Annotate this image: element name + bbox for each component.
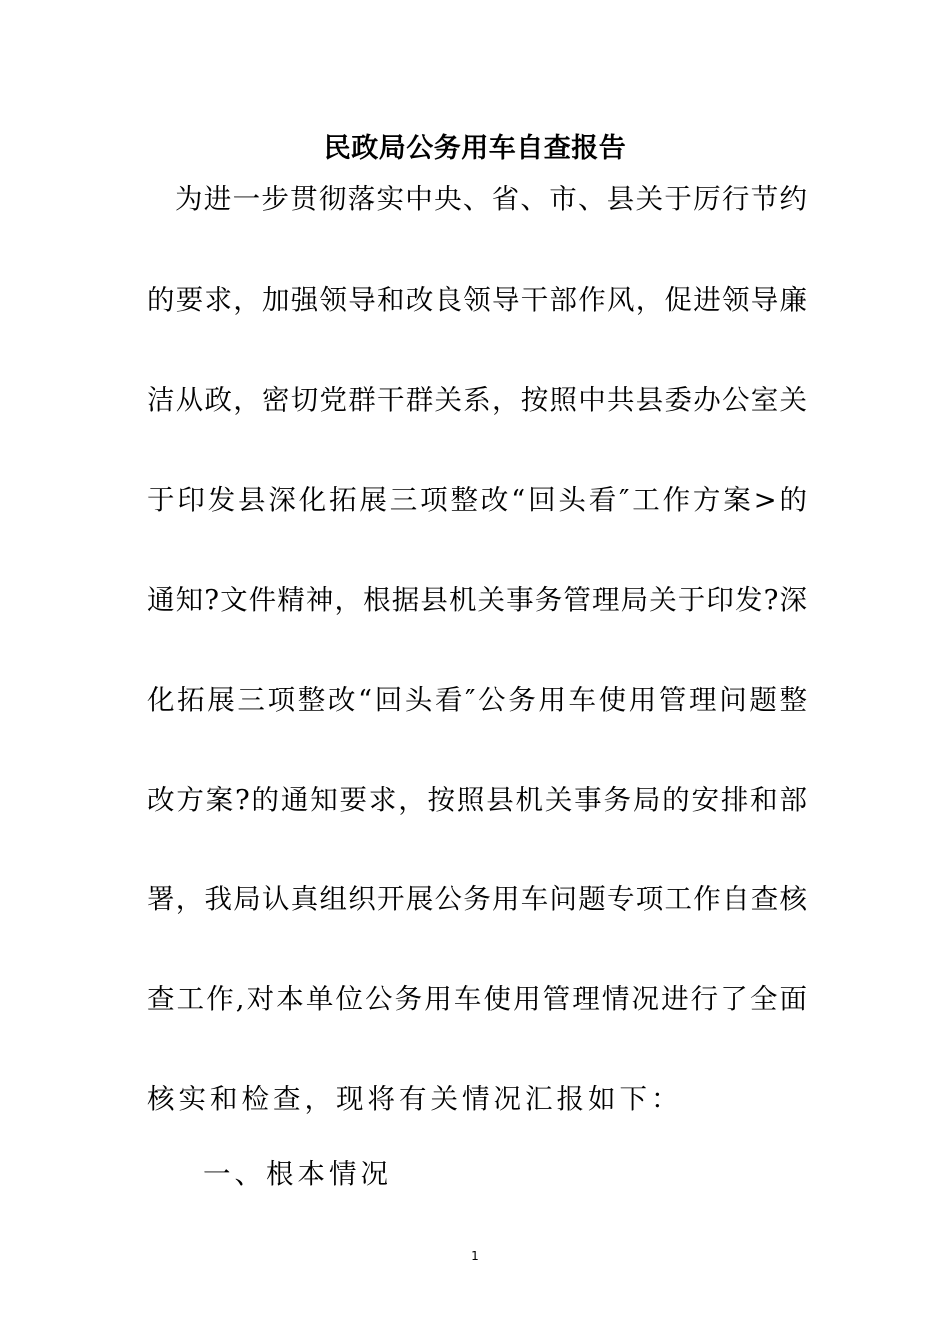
paragraph-line: 于印发县深化拓展三项整改“回头看″工作方案>的	[147, 484, 807, 516]
paragraph-line: 通知?文件精神，根据县机关事务管理局关于印发?深	[147, 584, 807, 616]
paragraph-line: 署，我局认真组织开展公务用车问题专项工作自查核	[147, 883, 807, 915]
paragraph-line: 为进一步贯彻落实中央、省、市、县关于厉行节约	[175, 183, 807, 215]
paragraph-line: 洁从政，密切党群干群关系，按照中共县委办公室关	[147, 384, 807, 416]
document-title: 民政局公务用车自查报告	[323, 133, 627, 164]
paragraph-line: 核实和检查，现将有关情况汇报如下：	[147, 1083, 683, 1115]
paragraph-line: 的要求，加强领导和改良领导干部作风，促进领导廉	[147, 284, 807, 316]
paragraph-line: 化拓展三项整改“回头看″公务用车使用管理问题整	[147, 684, 807, 716]
page-number: 1	[471, 1249, 479, 1263]
section-heading: 一、根本情况	[203, 1158, 392, 1190]
paragraph-line: 改方案?的通知要求，按照县机关事务局的安排和部	[147, 784, 807, 816]
paragraph-line: 查工作,对本单位公务用车使用管理情况进行了全面	[147, 983, 807, 1015]
